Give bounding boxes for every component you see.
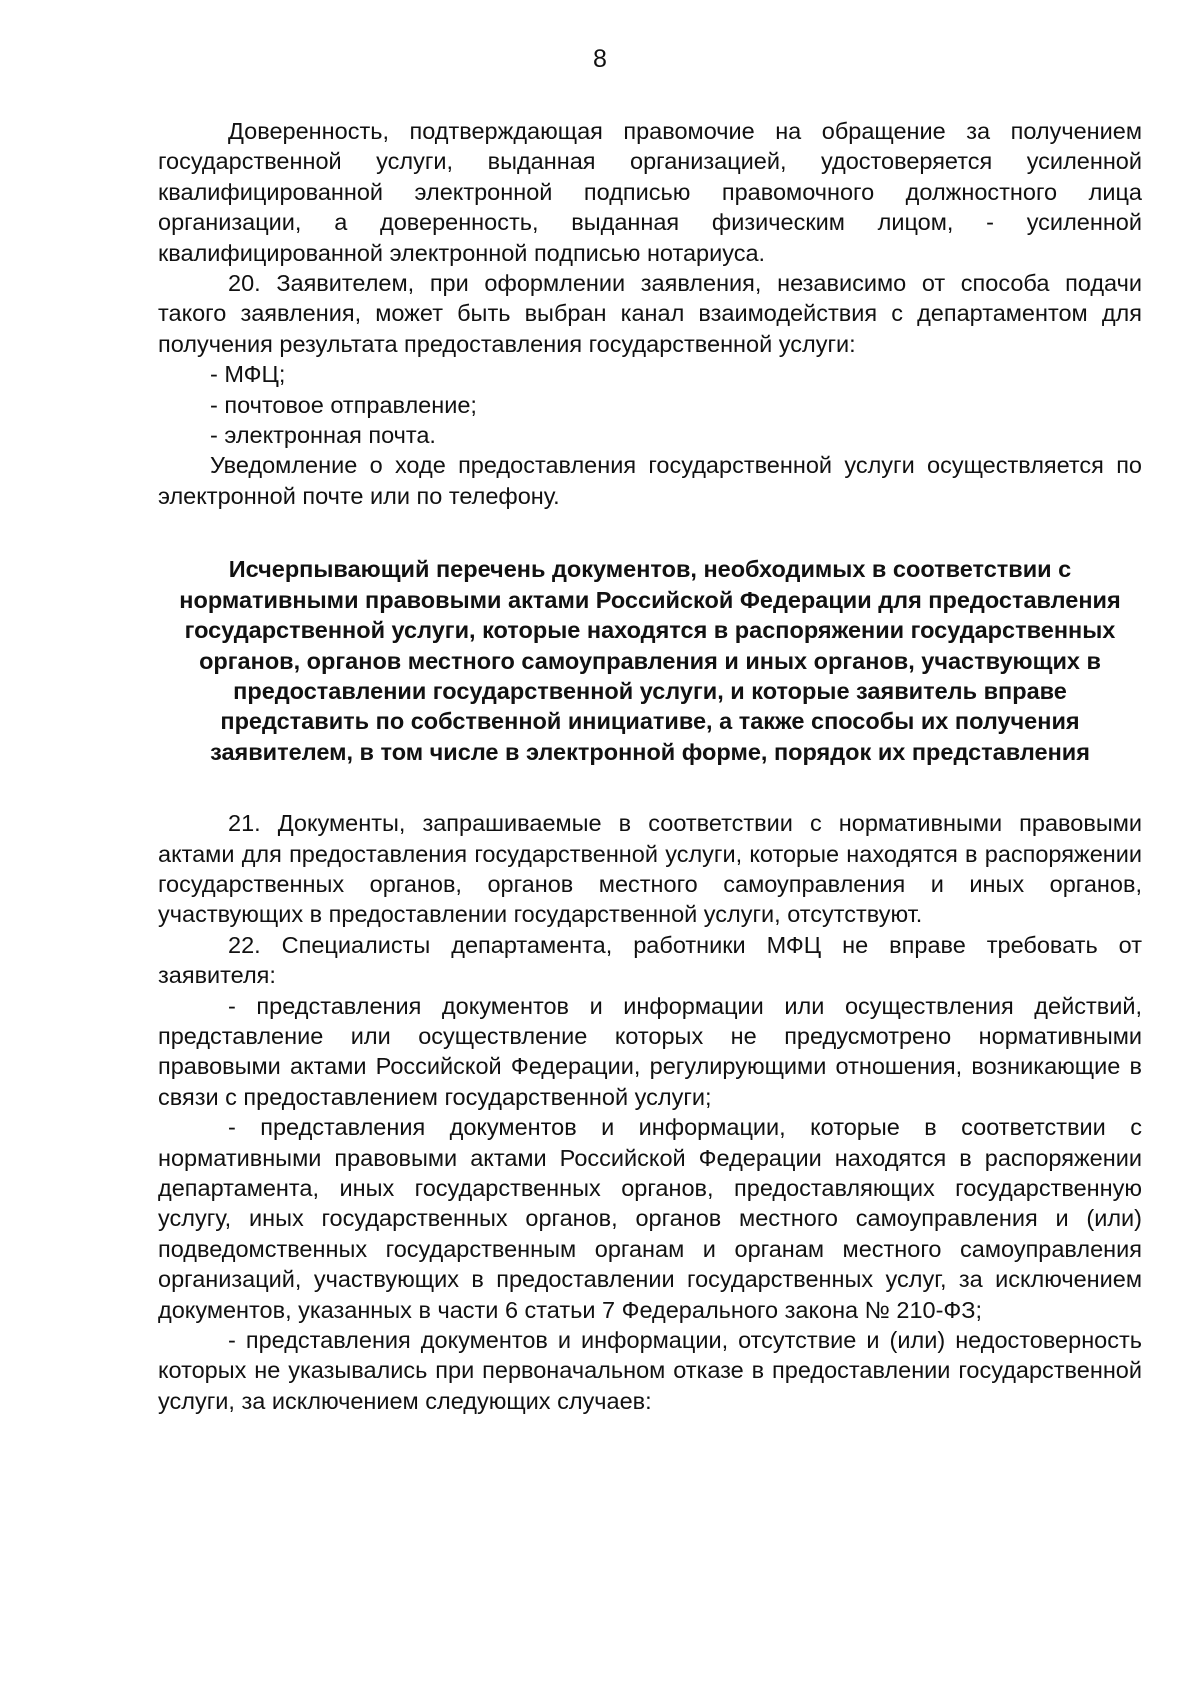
section-heading: Исчерпывающий перечень документов, необходимых в соответствии с нормативными правовыми актами Российской Федерации для предоставления государственной услуги, которые находятся в распоряжении государственных органов, органов местного самоуправления и иных органов, участвующих в предоставлении государственной услуги, и которые заявитель вправе представить по собственной инициативе, а также способы их получения заявителем, в том числе в электронной форме, порядок их представления	[179, 556, 1121, 765]
list-item-documents-actions: - представления документов и информации или осуществления действий, представление или осуществление которых не предусмотрено нормативными правовыми актами Российской Федерации, регулирующими отношения, возникающие в связи с предоставлением государственной услуги;	[158, 992, 1142, 1110]
paragraph-22: 22. Специалисты департамента, работники МФЦ не вправе требовать от заявителя:	[158, 931, 1142, 989]
paragraph-power-of-attorney: Доверенность, подтверждающая правомочие на обращение за получением государственной услуги, выданная организацией, удостоверяется усиленной квалифицированной электронной подписью правомочного должностного лица организации, а доверенность, выданная физическим лицом, - усиленной квалифицированной электронной подписью нотариуса.	[158, 118, 1142, 266]
list-item-mfc: - МФЦ;	[210, 361, 286, 388]
list-item-documents-not-indicated: - представления документов и информации, отсутствие и (или) недостоверность которых не указывались при первоначальном отказе в предоставлении государственной услуги, за исключением следующих случаев:	[158, 1327, 1142, 1414]
page-number: 8	[593, 45, 607, 73]
paragraph-20: 20. Заявителем, при оформлении заявления, независимо от способа подачи такого заявления, может быть выбран канал взаимодействия с департаментом для получения результата предоставления государственной услуги:	[158, 270, 1142, 357]
list-item-postal: - почтовое отправление;	[210, 391, 477, 418]
paragraph-21: 21. Документы, запрашиваемые в соответствии с нормативными правовыми актами для предоставления государственной услуги, которые находятся в распоряжении государственных органов, органов местного самоуправления и иных органов, участвующих в предоставлении государственной услуги, отсутствуют.	[158, 810, 1142, 928]
list-item-documents-in-possession: - представления документов и информации, которые в соответствии с нормативными правовыми актами Российской Федерации находятся в распоряжении департамента, иных государственных органов, предоставляющих государственную услугу, иных государственных органов, органов местного самоуправления и (или) подведомственных государственным органам и органам местного самоуправления организаций, участвующих в предоставлении государственных услуг, за исключением документов, указанных в части 6 статьи 7 Федерального закона № 210-ФЗ;	[158, 1114, 1142, 1323]
list-item-email: - электронная почта.	[210, 422, 436, 449]
document-body	[158, 116, 1142, 1416]
paragraph-notification: Уведомление о ходе предоставления государственной услуги осуществляется по электронной почте или по телефону.	[158, 452, 1142, 509]
